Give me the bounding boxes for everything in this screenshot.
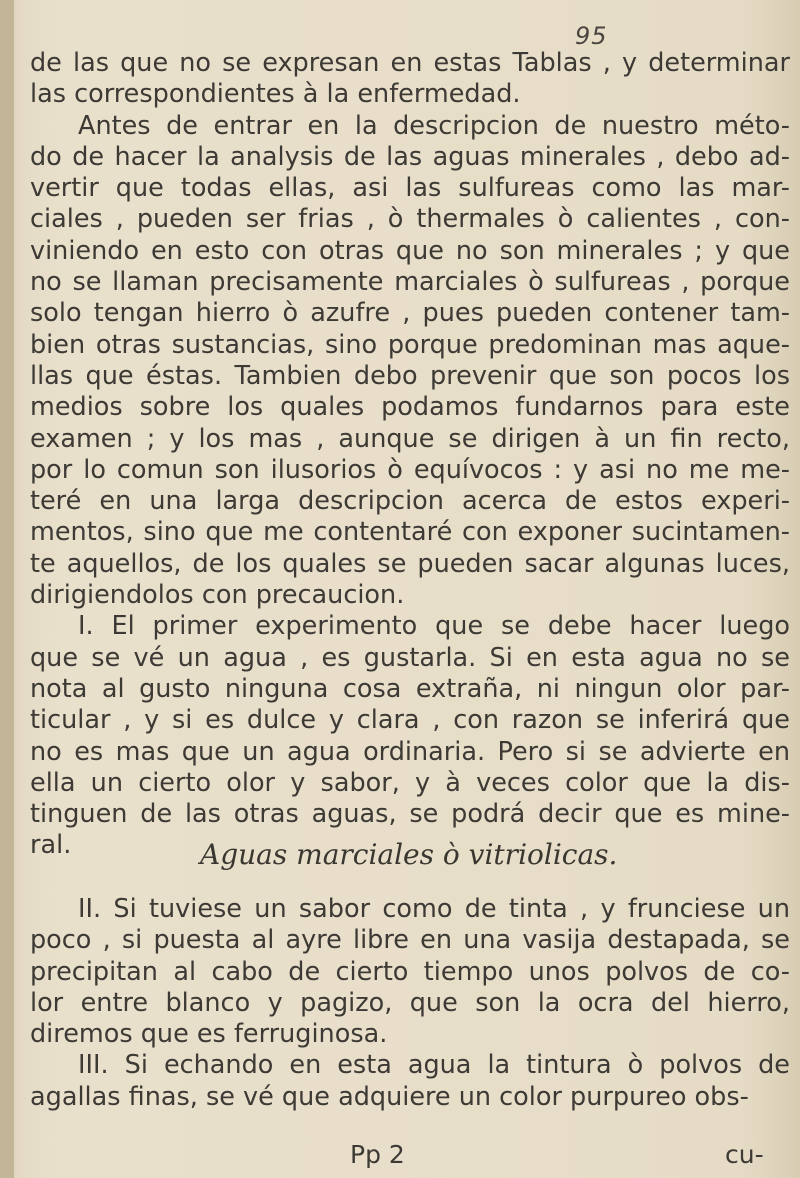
text-line: mentos, sino que me contentaré con exponer sucintamen-: [30, 517, 790, 548]
text-line: III. Si echando en esta agua la tintura ò polvos de: [78, 1050, 790, 1081]
text-line: solo tengan hierro ò azufre , pues pueden contener tam-: [30, 298, 790, 329]
text-line: II. Si tuviese un sabor como de tinta , y frunciese un: [78, 894, 790, 924]
text-line: examen ; y los mas , aunque se dirigen à un fin recto,: [30, 423, 790, 454]
text-line: medios sobre los quales podamos fundarnos para este: [30, 392, 790, 423]
text-line: de las que no se expresan en estas Tablas , y determinar: [30, 48, 790, 78]
text-line: Antes de entrar en la descripcion de nuestro méto-: [78, 110, 790, 141]
text-line: que se vé un agua , es gustarla. Si en esta agua no se: [30, 642, 790, 673]
section-heading: Aguas marciales ò vitriolicas.: [200, 838, 618, 871]
text-line: I. El primer experimento que se debe hacer luego: [78, 611, 790, 642]
text-line: lor entre blanco y pagizo, que son la ocra del hierro,: [30, 987, 790, 1018]
page-gutter: [0, 0, 14, 1178]
text-line: poco , si puesta al ayre libre en una vasija destapada, se: [30, 925, 790, 956]
body-text-top: [30, 48, 790, 862]
text-line: do de hacer la analysis de las aguas minerales , debo ad-: [30, 141, 790, 172]
body-text-bottom: [30, 894, 790, 1113]
text-line: ciales , pueden ser frias , ò thermales ò calientes , con-: [30, 204, 790, 235]
text-line: te aquellos, de los quales se pueden sacar algunas luces,: [30, 548, 790, 579]
page-footer: [0, 1140, 800, 1172]
text-line: ella un cierto olor y sabor, y à veces color que la dis-: [30, 767, 790, 798]
catchword: cu-: [725, 1140, 764, 1169]
signature-mark: Pp 2: [350, 1140, 405, 1169]
text-line: no es mas que un agua ordinaria. Pero si se advierte en: [30, 736, 790, 767]
text-line: bien otras sustancias, sino porque predominan mas aque-: [30, 329, 790, 360]
text-line: teré en una larga descripcion acerca de estos experi-: [30, 486, 790, 517]
text-line: no se llaman precisamente marciales ò sulfureas , porque: [30, 267, 790, 298]
text-line: dirigiendolos con precaucion.: [30, 580, 405, 611]
text-line: diremos que es ferruginosa.: [30, 1019, 388, 1050]
text-line: agallas finas, se vé que adquiere un color purpureo obs-: [30, 1081, 749, 1112]
text-line: tinguen de las otras aguas, se podrá decir que es mine-: [30, 799, 790, 830]
page-number: 95: [575, 22, 608, 50]
text-line: precipitan al cabo de cierto tiempo unos polvos de co-: [30, 956, 790, 987]
text-line: ral.: [30, 830, 72, 861]
text-line: vertir que todas ellas, asi las sulfureas como las mar-: [30, 173, 790, 204]
text-line: por lo comun son ilusorios ò equívocos : y asi no me me-: [30, 454, 790, 485]
text-line: viniendo en esto con otras que no son minerales ; y que: [30, 235, 790, 266]
text-line: nota al gusto ninguna cosa extraña, ni ningun olor par-: [30, 673, 790, 704]
text-line: las correspondientes à la enfermedad.: [30, 79, 521, 110]
text-line: ticular , y si es dulce y clara , con razon se inferirá que: [30, 705, 790, 736]
text-line: llas que éstas. Tambien debo prevenir que son pocos los: [30, 360, 790, 391]
